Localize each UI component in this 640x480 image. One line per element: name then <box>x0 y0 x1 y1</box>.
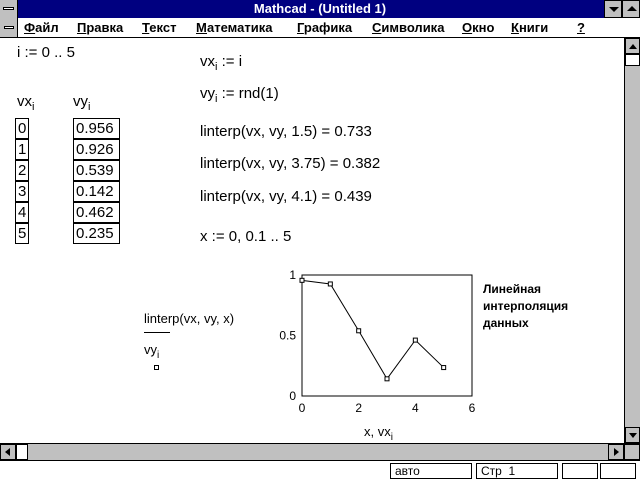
window-title: Mathcad - (Untitled 1) <box>253 1 387 16</box>
status-box <box>562 463 598 479</box>
scroll-up-button[interactable] <box>625 38 640 54</box>
menu-math-label: атематика <box>207 20 273 35</box>
menu-window-label: кно <box>472 20 495 35</box>
y-tick-label: 0 <box>289 389 296 403</box>
plot-x-label-subscript: i <box>390 432 393 443</box>
arrow-down-icon <box>629 433 637 438</box>
vy-cell[interactable]: 0.956 <box>73 118 120 139</box>
linterp-eval-1[interactable]: linterp(vx, vy, 1.5) = 0.733 <box>200 123 372 140</box>
menu-help-mnemonic: ? <box>577 20 585 35</box>
vy-cell[interactable]: 0.142 <box>73 181 120 202</box>
vy-cell[interactable]: 0.462 <box>73 202 120 223</box>
scrollbar-corner <box>624 444 640 460</box>
scroll-left-button[interactable] <box>0 444 16 460</box>
vx-name: vx <box>200 53 215 70</box>
menu-symbolics[interactable] <box>372 20 444 35</box>
vx-cell[interactable]: 4 <box>15 202 29 223</box>
menu-symbolics-mnemonic: С <box>372 20 382 35</box>
menu-symbolics-label: имволика <box>381 20 445 35</box>
plot-annotation-line: интерполяция <box>483 299 569 313</box>
menu-math[interactable] <box>196 20 272 35</box>
linterp-eval-3[interactable]: linterp(vx, vy, 4.1) = 0.439 <box>200 188 372 205</box>
arrow-up-icon <box>629 44 637 49</box>
vy-cell[interactable]: 0.926 <box>73 139 120 160</box>
vx-subscript: i <box>215 61 218 73</box>
menu-text-mnemonic: Т <box>142 20 150 35</box>
data-point-marker <box>442 366 446 370</box>
plot-x-label[interactable] <box>364 424 393 443</box>
menu-math-mnemonic: М <box>196 20 207 35</box>
xy-plot[interactable] <box>270 263 490 448</box>
plot-annotation[interactable] <box>483 281 568 332</box>
document-menu-button[interactable] <box>0 18 18 37</box>
plot-annotation-line: Линейная <box>483 282 542 296</box>
menu-graphics-mnemonic: Г <box>297 20 304 35</box>
horizontal-scroll-thumb[interactable] <box>16 444 28 460</box>
arrow-left-icon <box>5 448 10 456</box>
plot-annotation-line: данных <box>483 316 529 330</box>
vertical-scrollbar[interactable] <box>624 38 640 443</box>
menu-text[interactable] <box>142 20 176 35</box>
plot-y-separator <box>144 332 170 333</box>
vy-cell[interactable]: 0.235 <box>73 223 120 244</box>
menu-window-mnemonic: О <box>462 20 473 35</box>
vy-subscript: i <box>215 93 218 105</box>
page-label: Стр <box>481 464 502 478</box>
menu-text-label: екст <box>149 20 177 35</box>
x-tick-label: 6 <box>468 401 476 415</box>
y-tick-label: 1 <box>289 268 296 282</box>
menu-window[interactable] <box>462 20 494 35</box>
plot-vy-name: vy <box>144 342 157 357</box>
minimize-button[interactable] <box>604 0 622 18</box>
vertical-scroll-thumb[interactable] <box>625 54 640 66</box>
vy-header-subscript: i <box>88 101 91 113</box>
vy-expression: := rnd(1) <box>217 85 279 102</box>
vx-cell[interactable]: 0 <box>15 118 29 139</box>
vx-definition[interactable] <box>200 53 243 73</box>
data-point-marker <box>413 338 417 342</box>
menu-edit-label: равка <box>86 20 124 35</box>
interpolation-line <box>302 280 444 378</box>
menu-graphics-label: рафика <box>303 20 353 35</box>
menu-edit[interactable] <box>77 20 123 35</box>
menu-file-label: айл <box>35 20 59 35</box>
page-status <box>476 463 558 479</box>
legend-marker-icon <box>154 365 159 370</box>
plot-vy-subscript: i <box>157 350 160 361</box>
vy-definition[interactable] <box>200 85 279 105</box>
menu-books[interactable] <box>511 20 548 35</box>
menu-edit-mnemonic: П <box>77 20 87 35</box>
data-point-marker <box>385 377 389 381</box>
plot-x-label-text: x, vx <box>364 424 391 439</box>
x-range-definition[interactable]: x := 0, 0.1 .. 5 <box>200 228 292 245</box>
maximize-button[interactable] <box>622 0 640 18</box>
worksheet[interactable] <box>0 38 624 443</box>
y-tick-label: 0.5 <box>279 328 296 343</box>
data-point-marker <box>300 278 304 282</box>
data-point-marker <box>328 282 332 286</box>
plot-y-expression-2[interactable] <box>144 342 160 361</box>
x-tick-label: 4 <box>411 401 419 415</box>
vx-expression: := i <box>217 53 243 70</box>
scroll-down-button[interactable] <box>625 427 640 443</box>
vy-name: vy <box>200 85 215 102</box>
x-tick-label: 2 <box>355 401 363 415</box>
menu-file[interactable] <box>24 20 59 35</box>
page-number: 1 <box>508 464 516 478</box>
arrow-right-icon <box>614 448 619 456</box>
menu-books-label: ниги <box>518 20 549 35</box>
vx-header-subscript: i <box>32 101 35 113</box>
vx-cell[interactable]: 2 <box>15 160 29 181</box>
menu-file-mnemonic: Ф <box>24 20 36 35</box>
x-tick-label: 0 <box>298 401 306 415</box>
chevron-up-icon <box>627 6 637 11</box>
menu-bar <box>0 18 640 38</box>
plot-y-expression[interactable]: linterp(vx, vy, x) <box>144 311 235 326</box>
linterp-eval-2[interactable]: linterp(vx, vy, 3.75) = 0.382 <box>200 155 381 172</box>
menu-help[interactable] <box>577 20 585 35</box>
status-box <box>600 463 636 479</box>
vy-table-header <box>73 93 91 113</box>
vx-cell[interactable]: 5 <box>15 223 29 244</box>
vx-table-header <box>17 93 35 113</box>
data-point-marker <box>357 329 361 333</box>
vx-cell[interactable]: 1 <box>15 139 29 160</box>
vx-cell[interactable]: 3 <box>15 181 29 202</box>
menu-books-mnemonic: К <box>511 20 519 35</box>
menu-graphics[interactable] <box>297 20 352 35</box>
status-bar <box>0 460 640 480</box>
horizontal-scrollbar[interactable] <box>0 443 640 460</box>
vy-header-name: vy <box>73 93 88 110</box>
calc-mode-status: авто <box>390 463 472 479</box>
scroll-right-button[interactable] <box>608 444 624 460</box>
vx-header-name: vx <box>17 93 32 110</box>
vy-cell[interactable]: 0.539 <box>73 160 120 181</box>
document-menu-icon <box>4 26 14 29</box>
title-bar <box>0 0 640 18</box>
range-definition[interactable]: i := 0 .. 5 <box>17 44 75 61</box>
chevron-down-icon <box>609 7 619 12</box>
